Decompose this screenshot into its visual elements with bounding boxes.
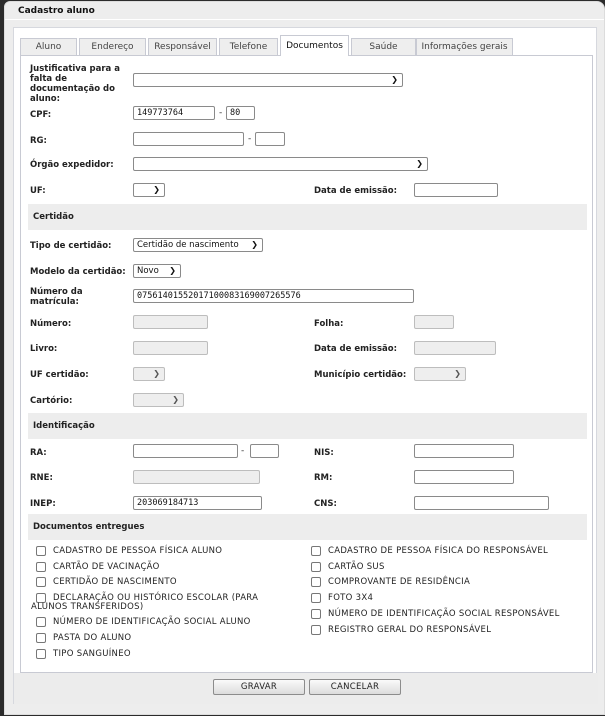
- orgao-expedidor-label: Órgão expedidor:: [30, 160, 114, 170]
- window-title: Cadastro aluno: [18, 6, 95, 16]
- checkbox-nis-aluno[interactable]: NÚMERO DE IDENTIFICAÇÃO SOCIAL ALUNO: [36, 617, 251, 628]
- title-divider: [5, 19, 604, 20]
- checkbox-pasta-aluno[interactable]: PASTA DO ALUNO: [36, 633, 131, 644]
- chevron-down-icon: ❯: [153, 185, 160, 194]
- numero-label: Número:: [30, 319, 72, 329]
- ra-label: RA:: [30, 448, 47, 458]
- ra-separator: -: [241, 446, 245, 456]
- tab-telefone[interactable]: Telefone: [219, 38, 278, 55]
- checkbox-certidao-nascimento[interactable]: CERTIDÃO DE NASCIMENTO: [36, 577, 177, 588]
- cns-input[interactable]: [414, 496, 549, 510]
- certidao-data-emissao-label: Data de emissão:: [314, 344, 397, 354]
- inep-label: INEP:: [30, 499, 56, 509]
- gravar-button[interactable]: GRAVAR: [213, 679, 305, 695]
- rg-separator: -: [248, 134, 252, 144]
- livro-input: [133, 341, 208, 355]
- data-emissao-label: Data de emissão:: [314, 186, 397, 196]
- cpf-digit-input[interactable]: [226, 106, 255, 120]
- checkbox-cartao-vacinacao[interactable]: CARTÃO DE VACINAÇÃO: [36, 562, 160, 573]
- uf-certidao-label: UF certidão:: [30, 370, 89, 380]
- nis-input[interactable]: [414, 444, 514, 458]
- chevron-down-icon: ❯: [391, 75, 398, 84]
- modelo-certidao-select[interactable]: [133, 264, 181, 278]
- checkbox-icon[interactable]: [311, 562, 321, 572]
- uf-certidao-select: [133, 367, 165, 381]
- uf-select[interactable]: [133, 183, 165, 197]
- chevron-down-icon: ❯: [416, 159, 423, 168]
- data-emissao-input[interactable]: [414, 183, 498, 197]
- checkbox-icon[interactable]: [311, 546, 321, 556]
- ra-input[interactable]: [133, 444, 238, 458]
- cpf-separator: -: [219, 108, 223, 118]
- checkbox-comprovante-residencia[interactable]: COMPROVANTE DE RESIDÊNCIA: [311, 577, 470, 588]
- tab-saude[interactable]: Saúde: [351, 38, 416, 55]
- numero-matricula-input[interactable]: [133, 289, 414, 303]
- checkbox-icon[interactable]: [36, 577, 46, 587]
- tipo-certidao-label: Tipo de certidão:: [30, 241, 112, 251]
- checkbox-icon[interactable]: [36, 617, 46, 627]
- cpf-label: CPF:: [30, 110, 52, 120]
- inep-input[interactable]: [133, 496, 262, 510]
- rm-label: RM:: [314, 473, 333, 483]
- checkbox-cpf-aluno[interactable]: CADASTRO DE PESSOA FÍSICA ALUNO: [36, 546, 222, 557]
- checkbox-icon[interactable]: [36, 649, 46, 659]
- tab-aluno[interactable]: Aluno: [20, 38, 77, 55]
- documentos-tab-content: [20, 55, 593, 673]
- checkbox-cartao-sus[interactable]: CARTÃO SUS: [311, 562, 385, 573]
- folha-label: Folha:: [314, 319, 344, 329]
- livro-label: Livro:: [30, 344, 58, 354]
- cadastro-aluno-window: [4, 1, 605, 715]
- nis-label: NIS:: [314, 448, 334, 458]
- cartorio-label: Cartório:: [30, 396, 73, 406]
- tab-endereco[interactable]: Endereço: [79, 38, 146, 55]
- rne-input: [133, 470, 260, 484]
- tab-informacoes-gerais[interactable]: Informações gerais: [416, 38, 513, 55]
- identificacao-section-title: Identificação: [33, 421, 95, 431]
- documentos-entregues-section-header: [28, 514, 587, 540]
- cartorio-select: [133, 393, 184, 407]
- certidao-section-header: [28, 204, 587, 230]
- municipio-certidao-select: [414, 367, 466, 381]
- checkbox-nis-responsavel[interactable]: NÚMERO DE IDENTIFICAÇÃO SOCIAL RESPONSÁVEL: [311, 609, 560, 620]
- certidao-section-title: Certidão: [33, 212, 74, 222]
- chevron-down-icon: ❯: [169, 266, 176, 275]
- checkbox-icon[interactable]: [311, 609, 321, 619]
- modelo-certidao-value: Novo: [137, 266, 159, 276]
- modelo-certidao-label: Modelo da certidão:: [30, 267, 126, 277]
- cancelar-button[interactable]: CANCELAR: [309, 679, 401, 695]
- checkbox-declaracao-historico-line2: ALUNOS TRANSFERIDOS): [31, 602, 144, 612]
- justificativa-select[interactable]: [133, 73, 403, 87]
- municipio-certidao-label: Município certidão:: [314, 370, 407, 380]
- numero-matricula-label: Número da matrícula:: [30, 287, 83, 307]
- checkbox-tipo-sanguineo[interactable]: TIPO SANGUÍNEO: [36, 649, 131, 660]
- tipo-certidao-value: Certidão de nascimento: [137, 240, 239, 250]
- justificativa-label: Justificativa para a falta de documentação do aluno:: [30, 64, 120, 104]
- chevron-down-icon: ❯: [172, 395, 179, 404]
- checkbox-icon[interactable]: [36, 633, 46, 643]
- checkbox-icon[interactable]: [311, 593, 321, 603]
- tab-responsavel[interactable]: Responsável: [148, 38, 217, 55]
- orgao-expedidor-select[interactable]: [133, 157, 428, 171]
- folha-input: [414, 315, 454, 329]
- identificacao-section-header: [28, 413, 587, 439]
- checkbox-icon[interactable]: [36, 546, 46, 556]
- rg-input[interactable]: [133, 132, 244, 146]
- action-bar: [14, 673, 598, 704]
- checkbox-rg-responsavel[interactable]: REGISTRO GERAL DO RESPONSÁVEL: [311, 625, 491, 636]
- tab-documentos[interactable]: Documentos: [280, 35, 349, 56]
- chevron-down-icon: ❯: [454, 369, 461, 378]
- rg-label: RG:: [30, 136, 47, 146]
- checkbox-cpf-responsavel[interactable]: CADASTRO DE PESSOA FÍSICA DO RESPONSÁVEL: [311, 546, 548, 557]
- uf-label: UF:: [30, 186, 46, 196]
- numero-input: [133, 315, 208, 329]
- documentos-entregues-section-title: Documentos entregues: [33, 522, 145, 532]
- ra-digit-input[interactable]: [250, 444, 279, 458]
- checkbox-declaracao-historico[interactable]: DECLARAÇÃO OU HISTÓRICO ESCOLAR (PARA: [36, 593, 258, 604]
- cns-label: CNS:: [314, 499, 337, 509]
- rm-input[interactable]: [414, 470, 514, 484]
- rg-digit-input[interactable]: [255, 132, 285, 146]
- chevron-down-icon: ❯: [153, 369, 160, 378]
- checkbox-foto-3x4[interactable]: FOTO 3X4: [311, 593, 373, 604]
- checkbox-icon[interactable]: [311, 577, 321, 587]
- certidao-data-emissao-input: [414, 341, 496, 355]
- chevron-down-icon: ❯: [251, 240, 258, 249]
- cpf-input[interactable]: [133, 106, 215, 120]
- tipo-certidao-select[interactable]: [133, 238, 263, 252]
- form-panel: [13, 27, 597, 704]
- checkbox-icon[interactable]: [311, 625, 321, 635]
- checkbox-icon[interactable]: [36, 562, 46, 572]
- rne-label: RNE:: [30, 473, 53, 483]
